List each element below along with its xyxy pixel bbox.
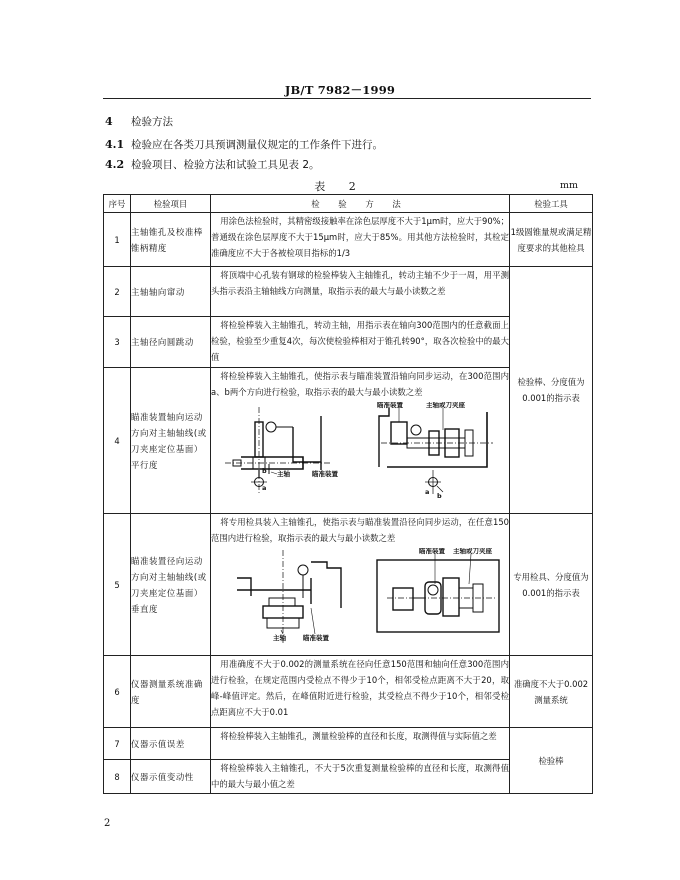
row-method <box>211 656 510 728</box>
row-no: 7 <box>104 728 131 760</box>
table-row <box>104 267 593 317</box>
row-item: 仪器示值误差 <box>131 728 211 760</box>
row-item: 仪器测量系统准确度 <box>131 656 211 728</box>
row-no: 8 <box>104 760 131 794</box>
page-number: 2 <box>104 818 111 829</box>
clause-number: 4.1 <box>105 138 125 151</box>
table-unit: mm <box>560 180 579 191</box>
table-row <box>104 213 593 267</box>
table-row <box>104 656 593 728</box>
parallelism-test-figure <box>211 402 501 498</box>
method-text: 用准确度不大于0.002的测量系统在径向任意150范围和轴向任意300范围内进行检验，在规定范围内受检点不得少于10个，相邻受检点距离不大于20，取峰-峰值评定。然后，在峰值附近进行检验，其受检点不得少于10个，相邻受检点距离应不大于0.01 <box>211 659 509 717</box>
row-method <box>211 368 510 514</box>
row-item: 仪器示值变动性 <box>131 760 211 794</box>
method-text: 将检验棒装入主轴锥孔，使指示表与瞄准装置沿轴向同步运动，在300范围内a、b两个方向进行检验，取指示表的最大与最小读数之差 <box>211 371 509 397</box>
method-text: 用涂色法检验时，其精密级接触率在涂色层厚度不大于1μm时，应大于90%；普通级在涂色层厚度不大于15μm时，应大于85%。用其他方法检验时，其检定准确度应不大于各被检项目指标的1/3 <box>211 216 509 258</box>
fig-label-b: b <box>262 467 267 475</box>
row-method <box>211 514 510 656</box>
method-text: 将检验棒装入主轴锥孔，不大于5次重复测量检验棒的直径和长度，取测得值中的最大与最小值之差 <box>211 763 509 789</box>
table-row <box>104 514 593 656</box>
row-no: 2 <box>104 267 131 317</box>
header-item: 检验项目 <box>131 195 211 213</box>
method-text: 将顶端中心孔装有钢球的检验棒装入主轴锥孔，转动主轴不少于一周，用平测头指示表沿主轴轴线方向测量，取指示表的最大与最小读数之差 <box>211 270 509 296</box>
fig-label-aim: 瞄准装置 <box>303 634 329 642</box>
header-method: 检 验 方 法 <box>211 195 510 213</box>
row-method <box>211 317 510 368</box>
method-text: 将检验棒装入主轴锥孔，测量检验棒的直径和长度，取测得值与实际值之差 <box>220 731 497 741</box>
row-no: 3 <box>104 317 131 368</box>
row-tool: 准确度不大于0.002测量系统 <box>510 656 593 728</box>
row-tool-merged: 检验棒 <box>510 728 593 794</box>
fig-label-spindle: 主轴 <box>277 470 290 478</box>
header-no: 序号 <box>104 195 131 213</box>
row-item: 瞄准装置轴向运动方向对主轴轴线(或刀夹座定位基面）平行度 <box>131 368 211 514</box>
fig-label-spindle-holder: 主轴或刀夹座 <box>426 402 465 409</box>
row-no: 6 <box>104 656 131 728</box>
header-rule <box>103 98 591 99</box>
fig-label-spindle-holder: 主轴或刀夹座 <box>453 548 492 555</box>
header-tool: 检验工具 <box>510 195 593 213</box>
section-number: 4 <box>105 115 113 128</box>
row-item: 主轴锥孔及校准棒锥柄精度 <box>131 213 211 267</box>
table-header-row <box>104 195 593 213</box>
fig-label-a-right: a <box>425 488 430 496</box>
fig-label-aim-right: 瞄准装置 <box>419 548 445 555</box>
row-item: 主轴径向圆跳动 <box>131 317 211 368</box>
fig-label-a: a <box>262 484 267 492</box>
clause-number: 4.2 <box>105 158 125 171</box>
table-row <box>104 728 593 760</box>
row-tool: 1级圆锥量规或满足精度要求的其他检具 <box>510 213 593 267</box>
method-text: 将专用检具装入主轴锥孔，使指示表与瞄准装置沿径向同步运动，在任意150范围内进行检验，取指示表的最大与最小读数之差 <box>211 517 509 543</box>
table-caption: 表 2 <box>314 180 366 193</box>
row-tool-merged: 检验棒、分度值为0.001的指示表 <box>510 267 593 514</box>
row-item: 瞄准装置径向运动方向对主轴轴线(或刀夹座定位基面）垂直度 <box>131 514 211 656</box>
section-title: 检验方法 <box>131 116 173 128</box>
section-heading <box>105 114 173 129</box>
clause-text: 检验应在各类刀具预调测量仪规定的工作条件下进行。 <box>131 139 383 151</box>
row-method <box>211 213 510 267</box>
fig-label-aim: 瞄准装置 <box>312 470 338 478</box>
clause-text: 检验项目、检验方法和试验工具见表 2。 <box>131 159 320 171</box>
perpendicularity-test-figure <box>211 548 501 646</box>
row-method <box>211 760 510 794</box>
document-header: JB/T 7982－1999 <box>284 83 396 97</box>
clause-4-2 <box>105 157 320 172</box>
method-text: 将检验棒装入主轴锥孔，转动主轴，用指示表在轴向300范围内的任意截面上检验，检验至少重复4次，每次使检验棒相对于锥孔转90°，取各次检验中的最大值 <box>211 320 509 362</box>
row-method <box>211 267 510 317</box>
row-no: 4 <box>104 368 131 514</box>
row-no: 5 <box>104 514 131 656</box>
clause-4-1 <box>105 137 383 152</box>
fig-label-b-right: b <box>437 492 442 498</box>
row-item: 主轴轴向窜动 <box>131 267 211 317</box>
inspection-table <box>103 194 593 794</box>
fig-label-aim-right: 瞄准装置 <box>377 402 403 409</box>
row-tool: 专用检具、分度值为0.001的指示表 <box>510 514 593 656</box>
row-method <box>211 728 510 760</box>
row-no: 1 <box>104 213 131 267</box>
fig-label-spindle: 主轴 <box>273 634 286 642</box>
